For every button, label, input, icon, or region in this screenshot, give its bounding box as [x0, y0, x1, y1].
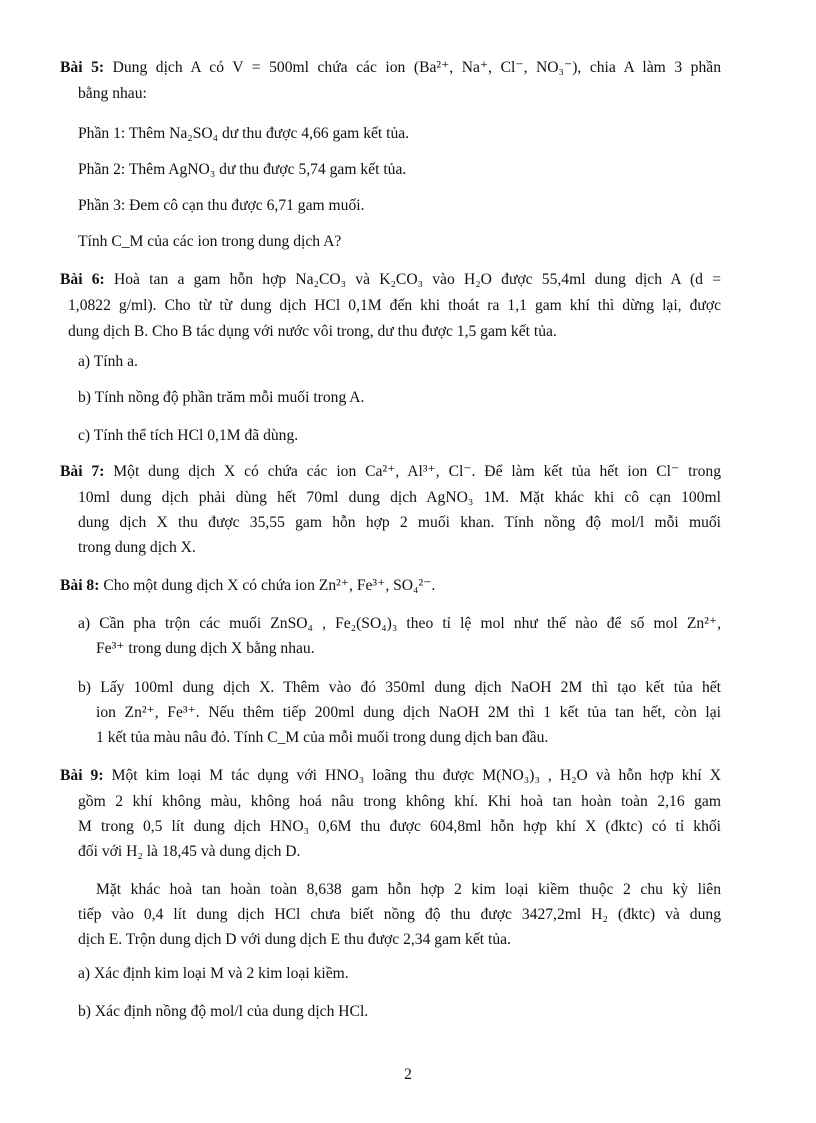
bai9-line2: gồm 2 khí không màu, không hoá nâu trong không khí. Khi hoà tan hoàn toàn 2,16 gam [78, 793, 721, 810]
bai5-question: Tính C_M của các ion trong dung dịch A? [78, 233, 342, 250]
bai6-line2: 1,0822 g/ml). Cho từ từ dung dịch HCl 0,1M đến khi thoát ra 1,1 gam khí thì dừng lại, được [68, 297, 721, 314]
bai8-line1: Bài 8: Cho một dung dịch X có chứa ion Zn²⁺, Fe³⁺, SO₄²⁻. [60, 577, 436, 594]
bai9-a: a) Xác định kim loại M và 2 kim loại kiềm. [78, 965, 349, 982]
bai9-b: b) Xác định nồng độ mol/l của dung dịch HCl. [78, 1003, 369, 1020]
bai8-b-line1: b) Lấy 100ml dung dịch X. Thêm vào đó 350ml dung dịch NaOH 2M thì tạo kết tủa hết [78, 679, 721, 696]
bai5-part3: Phần 3: Đem cô cạn thu được 6,71 gam muối. [78, 197, 365, 214]
bai9-line1: Bài 9: Một kim loại M tác dụng với HNO₃ loãng thu được M(NO₃)₃ , H₂O và hỗn hợp khí X [60, 767, 722, 784]
bai8-b-line2: ion Zn²⁺, Fe³⁺. Nếu thêm tiếp 200ml dung dịch NaOH 2M thì 1 kết tủa tan hết, còn lại [96, 704, 721, 721]
bai6-a: a) Tính a. [78, 353, 138, 370]
bai9-m-line2: tiếp vào 0,4 lít dung dịch HCl chưa biết nồng độ thu được 3427,2ml H₂ (đktc) và dung [78, 906, 721, 923]
bai6-b: b) Tính nồng độ phần trăm mỗi muối trong A. [78, 389, 365, 406]
bai9-m-line3: dịch E. Trộn dung dịch D với dung dịch E thu được 2,34 gam kết tủa. [78, 931, 511, 948]
bai8-b-line3: 1 kết tủa màu nâu đỏ. Tính C_M của mỗi muối trong dung dịch ban đầu. [96, 729, 549, 746]
bai9-line4: đối với H₂ là 18,45 và dung dịch D. [78, 843, 301, 860]
bai5-part1: Phần 1: Thêm Na₂SO₄ dư thu được 4,66 gam kết tủa. [78, 125, 410, 142]
bai7-line4: trong dung dịch X. [78, 539, 196, 556]
bai5-intro-line1: Bài 5: Dung dịch A có V = 500ml chứa các ion (Ba²⁺, Na⁺, Cl⁻, NO₃⁻), chia A làm 3 phần [60, 59, 721, 76]
bai7-line1: Bài 7: Một dung dịch X có chứa các ion Ca²⁺, Al³⁺, Cl⁻. Để làm kết tủa hết ion Cl⁻ trong [60, 463, 721, 480]
bai5-part2: Phần 2: Thêm AgNO₃ dư thu được 5,74 gam kết tủa. [78, 161, 407, 178]
bai7-line3: dung dịch X thu được 35,55 gam hỗn hợp 2 muối khan. Tính nồng độ mol/l mỗi muối [78, 514, 721, 531]
bai7-line2: 10ml dung dịch phải dùng hết 70ml dung dịch AgNO₃ 1M. Mặt khác khi cô cạn 100ml [78, 489, 721, 506]
bai8-a-line1: a) Cần pha trộn các muối ZnSO₄ , Fe₂(SO₄)₃ theo tỉ lệ mol như thế nào để số mol Zn²⁺, [78, 615, 721, 632]
page-number: 2 [404, 1066, 412, 1083]
bai9-m-line1: Mặt khác hoà tan hoàn toàn 8,638 gam hỗn hợp 2 kim loại kiềm thuộc 2 chu kỳ liên [96, 881, 721, 898]
bai6-line1: Bài 6: Hoà tan a gam hỗn hợp Na₂CO₃ và K₂CO₃ vào H₂O được 55,4ml dung dịch A (d = [60, 271, 721, 288]
bai6-c: c) Tính thể tích HCl 0,1M đã dùng. [78, 427, 299, 444]
bai8-a-line2: Fe³⁺ trong dung dịch X bằng nhau. [96, 640, 315, 657]
bai6-line3: dung dịch B. Cho B tác dụng với nước vôi trong, dư thu được 1,5 gam kết tủa. [68, 323, 557, 340]
bai5-intro-line2: bằng nhau: [78, 85, 147, 102]
bai9-line3: M trong 0,5 lít dung dịch HNO₃ 0,6M thu được 604,8ml hỗn hợp khí X (đktc) có tỉ khối [78, 818, 721, 835]
